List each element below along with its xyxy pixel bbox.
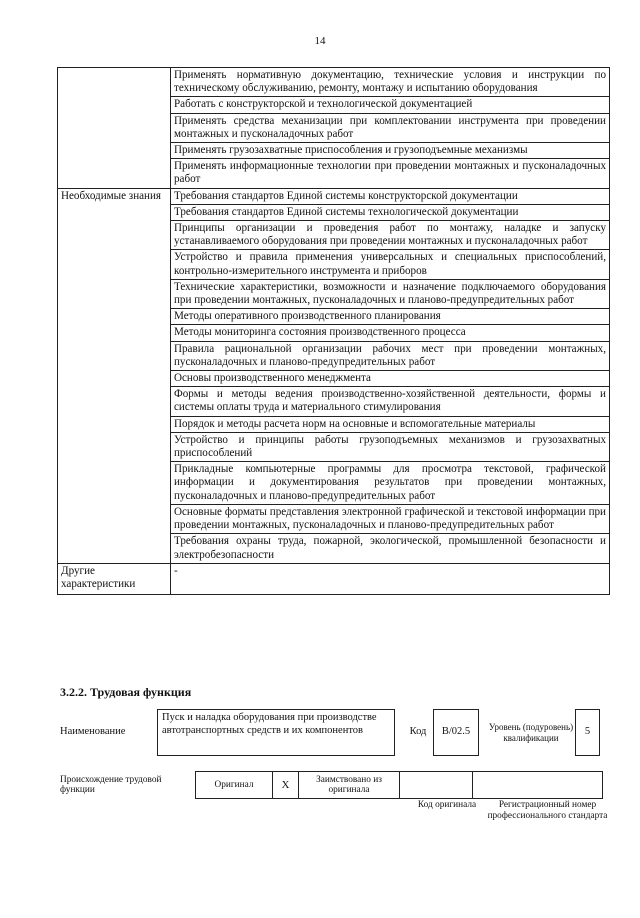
registration-caption: Регистрационный номер профессионального стандарта: [487, 800, 608, 821]
knowledge-item: Прикладные компьютерные программы для просмотра текстовой, графической информации и документирования результатов при проведении монтажных, пусконаладочных и планово-предупредительных работ: [171, 462, 610, 505]
code-label: Код: [409, 726, 427, 738]
skill-item: Применять нормативную документацию, технические условия и инструкции по техническому обслуживанию, ремонту, монтажу и испытанию оборудования: [171, 68, 610, 97]
labor-function-table: [60, 709, 600, 756]
code-caption: Код оригинала: [417, 800, 477, 810]
registration-number-cell: [473, 772, 603, 799]
name-label: Наименование: [60, 726, 126, 738]
skill-item: Применять грузозахватные приспособления и грузоподъемные механизмы: [171, 143, 610, 159]
knowledge-item: Методы мониторинга состояния производственного процесса: [171, 325, 610, 341]
original-code-cell: [400, 772, 473, 799]
knowledge-item: Порядок и методы расчета норм на основные и вспомогательные материалы: [171, 416, 610, 432]
skill-item: Работать с конструкторской и технологической документацией: [171, 97, 610, 113]
other-value: -: [171, 563, 610, 594]
knowledge-item: Требования стандартов Единой системы конструкторской документации: [171, 188, 610, 204]
level-label: Уровень (подуровень) квалификации: [488, 722, 574, 743]
requirements-table: [57, 67, 610, 595]
knowledge-label: Необходимые знания: [58, 188, 171, 563]
knowledge-item: Основные форматы представления электронной графической и текстовой информации при проведении монтажных, пусконаладочных и планово-предупредительных работ: [171, 504, 610, 533]
skill-item: Применять информационные технологии при проведении монтажных и пусконаладочных работ: [171, 159, 610, 188]
knowledge-item: Методы оперативного производственного планирования: [171, 309, 610, 325]
table-row: [58, 563, 610, 594]
section-heading: 3.2.2. Трудовая функция: [60, 685, 192, 699]
knowledge-item: Принципы организации и проведения работ по монтажу, наладке и запуску устанавливаемого оборудования при проведении монтажных и пусконаладочных работ: [171, 221, 610, 250]
knowledge-item: Формы и методы ведения производственно-хозяйственной деятельности, формы и системы оплаты труда и материального стимулирования: [171, 387, 610, 416]
other-label: Другие характеристики: [58, 563, 171, 594]
original-label: Оригинал: [196, 772, 273, 799]
skills-label-cell: [58, 68, 171, 189]
knowledge-item: Требования стандартов Единой системы технологической документации: [171, 204, 610, 220]
knowledge-item: Основы производственного менеджмента: [171, 371, 610, 387]
page-number: 14: [314, 35, 326, 47]
knowledge-item: Технические характеристики, возможности и назначение подключаемого оборудования при проведении монтажных, пусконаладочных и планово-предупредительных работ: [171, 279, 610, 308]
borrowed-label: Заимствовано из оригинала: [299, 772, 400, 799]
origin-table: [60, 771, 603, 799]
knowledge-item: Устройство и принципы работы грузоподъемных механизмов и грузозахватных приспособлений: [171, 432, 610, 461]
table-row: [58, 68, 610, 97]
knowledge-item: Правила рациональной организации рабочих мест при проведении монтажных, пусконаладочных и планово-предупредительных работ: [171, 341, 610, 370]
name-value: Пуск и наладка оборудования при производстве автотранспортных средств и их компонентов: [158, 710, 395, 756]
origin-label: Происхождение трудовой функции: [60, 774, 162, 795]
knowledge-item: Требования охраны труда, пожарной, экологической, промышленной безопасности и электробезопасности: [171, 534, 610, 563]
skill-item: Применять средства механизации при комплектовании инструмента при проведении монтажных и пусконаладочных работ: [171, 113, 610, 142]
code-value: B/02.5: [434, 710, 479, 756]
level-value: 5: [576, 710, 600, 756]
original-mark: X: [273, 772, 299, 799]
knowledge-item: Устройство и правила применения универсальных и специальных приспособлений, контрольно-измерительного инструмента и приборов: [171, 250, 610, 279]
table-row: [58, 188, 610, 204]
